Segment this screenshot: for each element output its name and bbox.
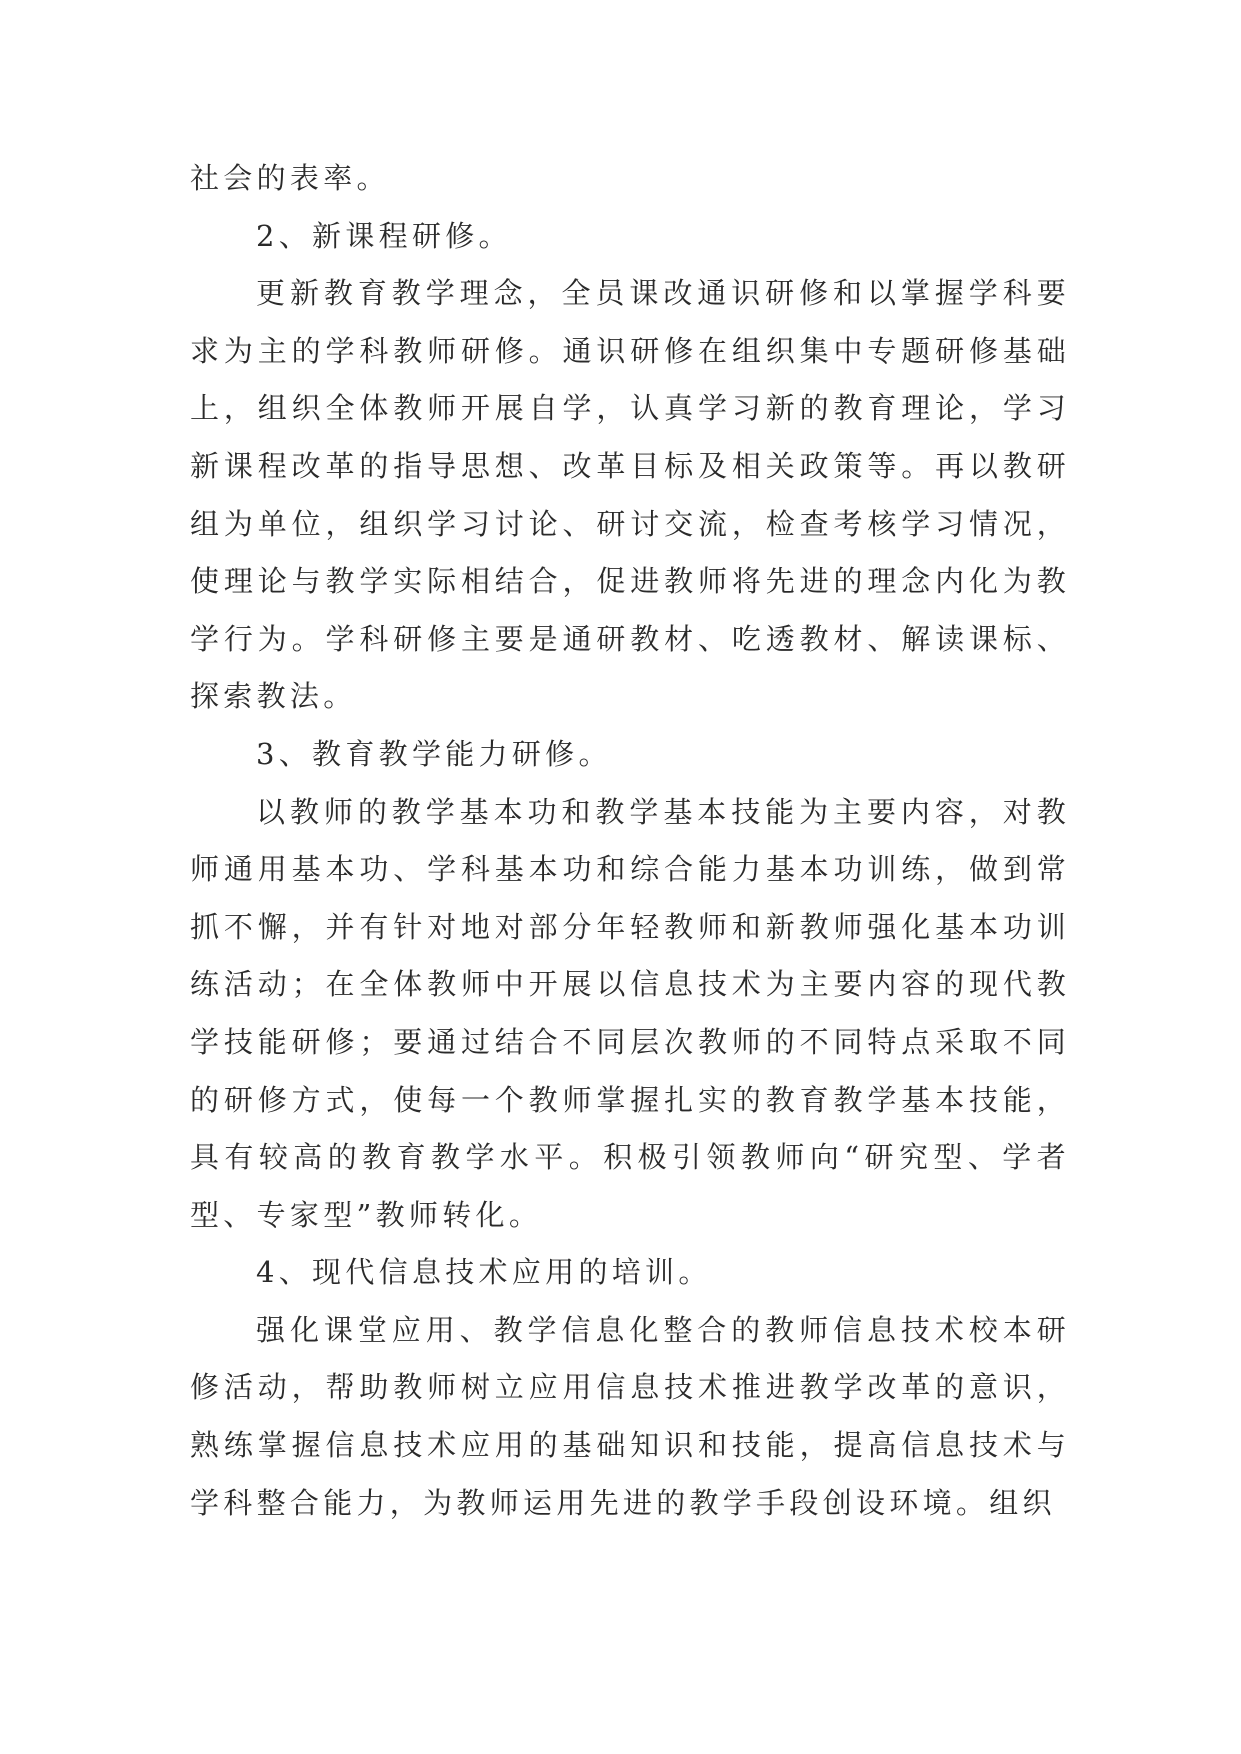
paragraph-teaching-ability: 以教师的教学基本功和教学基本技能为主要内容，对教师通用基本功、学科基本功和综合能力基本功训练，做到常抓不懈，并有针对地对部分年轻教师和新教师强化基本功训练活动；在全体教师中开展以信息技术为主要内容的现代教学技能研修；要通过结合不同层次教师的不同特点采取不同的研修方式，使每一个教师掌握扎实的教育教学基本技能，具有较高的教育教学水平。积极引领教师向“研究型、学者型、专家型”教师转化。: [190, 794, 1070, 1232]
body-text: [190, 150, 1070, 1532]
paragraph-new-curriculum: 更新教育教学理念，全员课改通识研修和以掌握学科要求为主的学科教师研修。通识研修在组织集中专题研修基础上，组织全体教师开展自学，认真学习新的教育理论，学习新课程改革的指导思想、改革目标及相关政策等。再以教研组为单位，组织学习讨论、研讨交流，检查考核学习情况，使理论与教学实际相结合，促进教师将先进的理念内化为教学行为。学科研修主要是通研教材、吃透教材、解读课标、探索教法。: [190, 276, 1070, 714]
section-heading-teaching-ability: 3、教育教学能力研修。: [256, 736, 612, 771]
paragraph-continuation: 社会的表率。: [190, 161, 390, 195]
paragraph-it-training: 强化课堂应用、教学信息化整合的教师信息技术校本研修活动，帮助教师树立应用信息技术推进教学改革的意识，熟练掌握信息技术应用的基础知识和技能，提高信息技术与学科整合能力，为教师运用先进的教学手段创设环境。组织: [190, 1312, 1070, 1520]
section-heading-new-curriculum: 2、新课程研修。: [256, 218, 512, 253]
section-heading-it-training: 4、现代信息技术应用的培训。: [256, 1255, 712, 1290]
